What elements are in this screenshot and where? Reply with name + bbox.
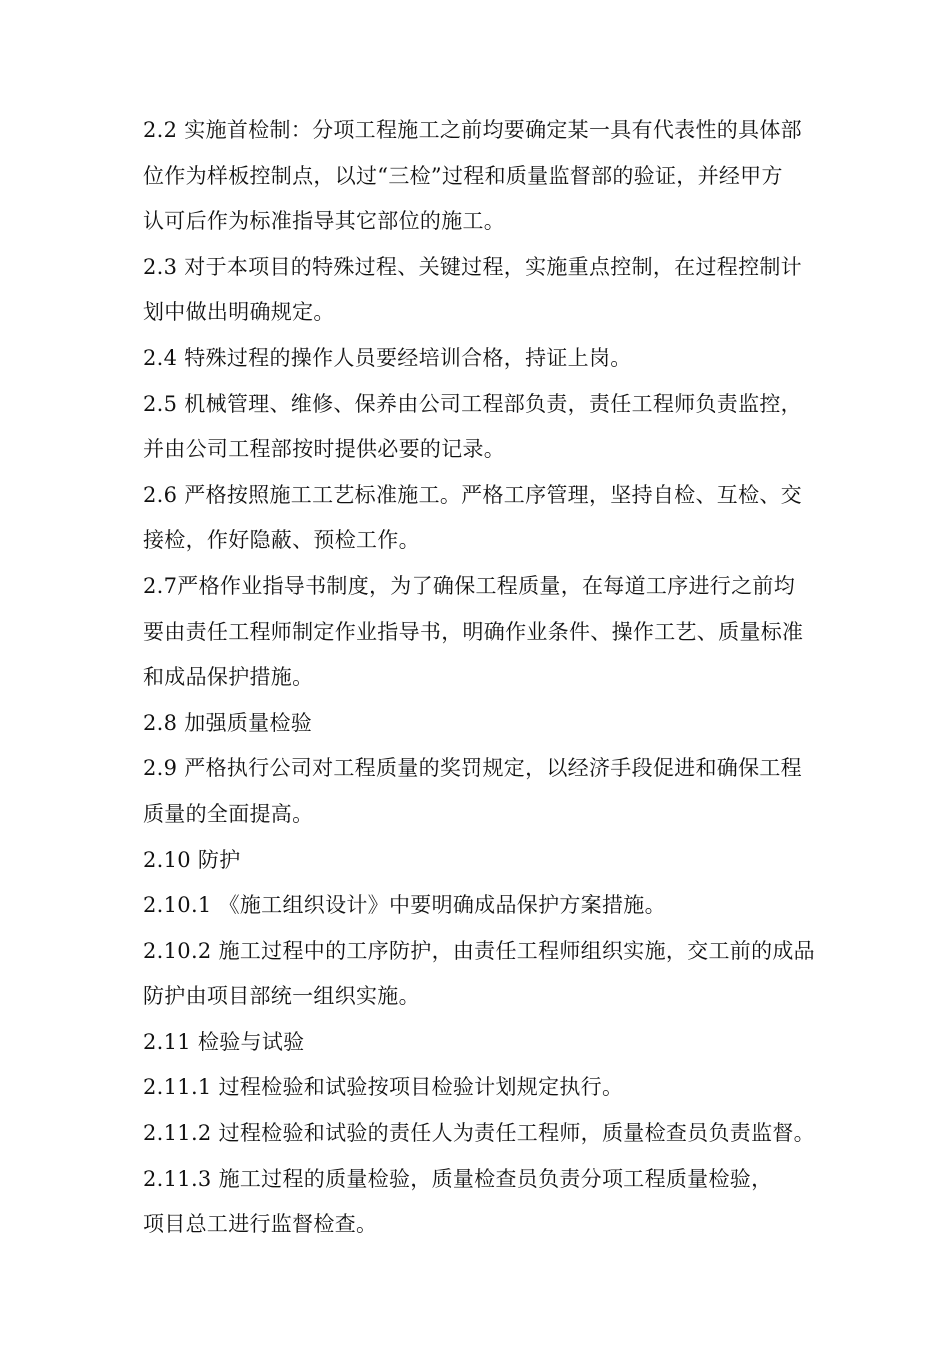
paragraph-line: 项目总工进行监督检查。 [143,1212,378,1237]
paragraph-2-10-2 [143,929,855,1020]
paragraph-line: 划中做出明确规定。 [143,300,335,325]
paragraph-line: 2.10.2 施工过程中的工序防护，由责任工程师组织实施，交工前的成品 [143,938,815,963]
paragraph-line: 2.5 机械管理、维修、保养由公司工程部负责，责任工程师负责监控， [143,391,802,416]
paragraph-line: 2.11 检验与试验 [143,1029,305,1054]
paragraph-2-11-2 [143,1111,855,1157]
paragraph-2-6 [143,473,855,564]
paragraph-2-8 [143,701,855,747]
paragraph-line: 2.4 特殊过程的操作人员要经培训合格，持证上岗。 [143,345,632,370]
paragraph-line: 并由公司工程部按时提供必要的记录。 [143,437,506,462]
paragraph-2-10 [143,838,855,884]
paragraph-line: 2.3 对于本项目的特殊过程、关键过程，实施重点控制，在过程控制计 [143,254,802,279]
paragraph-line: 和成品保护措施。 [143,665,314,690]
paragraph-line: 要由责任工程师制定作业指导书，明确作业条件、操作工艺、质量标准 [143,619,804,644]
paragraph-2-7 [143,564,855,701]
paragraph-2-11 [143,1020,855,1066]
paragraph-2-11-3 [143,1157,855,1248]
paragraph-line: 接检，作好隐蔽、预检工作。 [143,528,420,553]
paragraph-line: 2.7严格作业指导书制度，为了确保工程质量，在每道工序进行之前均 [143,573,795,598]
paragraph-2-5 [143,382,855,473]
paragraph-line: 2.10.1 《施工组织设计》中要明确成品保护方案措施。 [143,893,666,918]
paragraph-line: 2.10 防护 [143,847,241,872]
paragraph-2-10-1 [143,883,855,929]
paragraph-2-3 [143,245,855,336]
paragraph-line: 2.6 严格按照施工工艺标准施工。严格工序管理，坚持自检、互检、交 [143,482,802,507]
paragraph-line: 位作为样板控制点，以过“三检”过程和质量监督部的验证，并经甲方 [143,163,783,188]
paragraph-line: 2.8 加强质量检验 [143,710,313,735]
paragraph-line: 2.11.2 过程检验和试验的责任人为责任工程师，质量检查员负责监督。 [143,1121,815,1146]
paragraph-line: 2.9 严格执行公司对工程质量的奖罚规定，以经济手段促进和确保工程 [143,756,802,781]
paragraph-line: 质量的全面提高。 [143,801,314,826]
paragraph-line: 2.2 实施首检制：分项工程施工之前均要确定某一具有代表性的具体部 [143,118,802,142]
paragraph-line: 防护由项目部统一组织实施。 [143,984,420,1009]
paragraph-2-2 [143,108,855,245]
paragraph-2-11-1 [143,1065,855,1111]
paragraph-line: 2.11.3 施工过程的质量检验，质量检查员负责分项工程质量检验， [143,1166,773,1191]
paragraph-line: 认可后作为标准指导其它部位的施工。 [143,209,506,234]
paragraph-line: 2.11.1 过程检验和试验按项目检验计划规定执行。 [143,1075,624,1100]
paragraph-2-4 [143,336,855,382]
paragraph-2-9 [143,746,855,837]
document-body [143,108,855,1248]
